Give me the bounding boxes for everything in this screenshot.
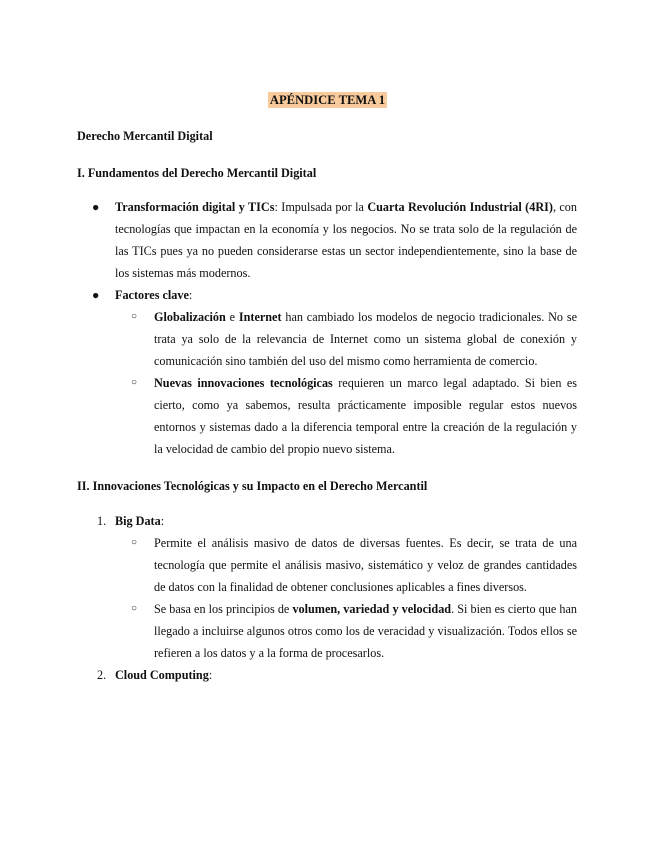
section-2-heading: II. Innovaciones Tecnológicas y su Impacto en el Derecho Mercantil	[77, 479, 428, 493]
item-bold: Cloud Computing	[115, 668, 209, 682]
sub-bold: Globalización	[154, 310, 226, 324]
sub-pre: Se basa en los principios de	[154, 602, 293, 616]
numbered-item	[77, 510, 577, 532]
document-title: APÉNDICE TEMA 1	[269, 93, 386, 107]
bullet-marker: ●	[92, 200, 100, 214]
bullet-text-2: , con tecnologías que impactan en la economía y los negocios. No se trata solo de la regulación de las TICs pues ya no pueden considerarse estas un sector independientemente, sino la base de los sistemas más modernos.	[115, 200, 577, 280]
sub-bold: Nuevas innovaciones tecnológicas	[154, 376, 333, 390]
sub-bold-2: Internet	[238, 310, 282, 324]
sub-list-item	[77, 532, 577, 598]
list-item	[77, 196, 577, 284]
sub-text: Permite el análisis masivo de datos de diversas fuentes. Es decir, se trata de una tecnología que permite el análisis masivo, sistemático y veloz de grandes cantidades de datos con la finalidad de obtener conclusiones aplicables a fines diversos.	[154, 536, 577, 594]
numbered-item	[77, 664, 577, 686]
item-bold: Big Data	[115, 514, 161, 528]
bullet-bold: Factores clave	[115, 288, 189, 302]
list-item	[77, 284, 577, 306]
sub-list-item	[77, 372, 577, 460]
bullet-text: :	[188, 288, 193, 302]
bullet-marker: ●	[92, 288, 100, 302]
title-wrap	[0, 89, 655, 111]
sub-list-item	[77, 306, 577, 372]
item-text: :	[160, 514, 165, 528]
sub-list-item	[77, 598, 577, 664]
section-1-heading: I. Fundamentos del Derecho Mercantil Digital	[77, 166, 317, 180]
sub-bullet-marker: ○	[131, 377, 138, 388]
number-marker: 1.	[97, 514, 107, 528]
bullet-bold-2: Cuarta Revolución Industrial (4RI)	[367, 200, 553, 214]
bullet-bold: Transformación digital y TICs	[115, 200, 275, 214]
document-subtitle: Derecho Mercantil Digital	[77, 129, 213, 143]
sub-bullet-marker: ○	[131, 603, 138, 614]
number-marker: 2.	[97, 668, 107, 682]
sub-text: . Si bien es cierto que han llegado a incluirse algunos otros como los de veracidad y visualización. Todos ellos se refieren a los datos y a la forma de procesarlos.	[154, 602, 577, 660]
bullet-text: : Impulsada por la	[274, 200, 368, 214]
sub-bullet-marker: ○	[131, 311, 138, 322]
sub-mid: e	[225, 310, 239, 324]
section-2-list	[77, 510, 577, 686]
sub-text: requieren un marco legal adaptado. Si bien es cierto, como ya sabemos, resulta prácticamente imposible regular estos nuevos entornos y sistemas dado a la diferencia temporal entre la creación de la regulación y la velocidad de cambio del propio nuevo sistema.	[154, 376, 578, 456]
section-1-list	[77, 196, 577, 460]
sub-bullet-marker: ○	[131, 537, 138, 548]
item-text: :	[208, 668, 213, 682]
sub-bold: volumen, variedad y velocidad	[292, 602, 452, 616]
sub-text: han cambiado los modelos de negocio tradicionales. No se trata ya solo de la relevancia de Internet como un sistema global de conexión y comunicación sino también del uso del mismo como herramienta de comercio.	[154, 310, 577, 368]
